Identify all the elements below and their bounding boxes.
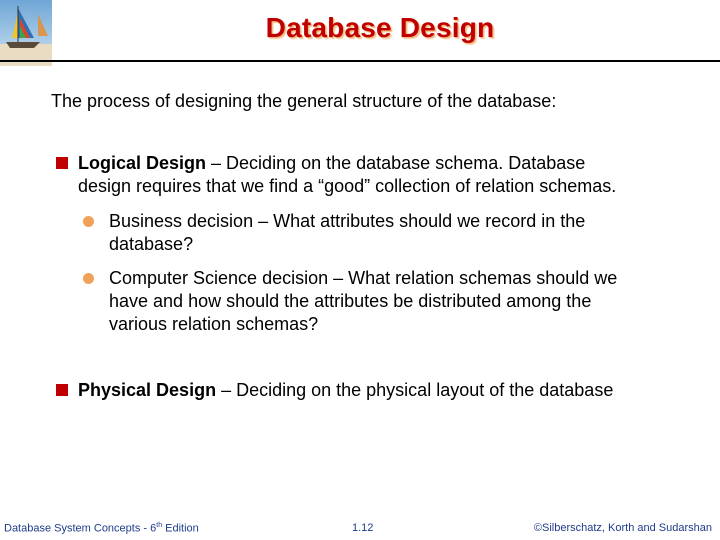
sub-bullet-business xyxy=(109,210,585,256)
intro-text: The process of designing the general structure of the database: xyxy=(51,91,557,111)
sub-bullet-text: Computer Science decision – What relation schemas should we xyxy=(109,268,618,288)
bullet-term: Logical Design xyxy=(78,153,207,173)
sub-bullet-computer-science xyxy=(109,267,617,336)
sub-bullet-text: various relation schemas? xyxy=(109,314,319,334)
title-container xyxy=(0,12,720,44)
footer-book-text: Database System Concepts - 6 xyxy=(4,522,157,535)
sub-bullet-text: have and how should the attributes be distributed among the xyxy=(109,291,592,311)
footer-page-number: 1.12 xyxy=(352,522,374,534)
sub-bullet-text: Business decision – What attributes should we record in the xyxy=(109,211,586,231)
round-bullet-icon xyxy=(83,273,94,284)
footer-edition-sup: th xyxy=(156,522,163,529)
square-bullet-icon xyxy=(56,384,68,396)
bullet-physical-design xyxy=(78,379,613,402)
bullet-logical-design xyxy=(78,152,616,198)
title-divider xyxy=(0,60,720,62)
bullet-text: – Deciding on the database schema. Database xyxy=(206,153,586,173)
bullet-term: Physical Design xyxy=(78,380,217,400)
sub-bullet-text: database? xyxy=(109,234,194,254)
bullet-text: – Deciding on the physical layout of the database xyxy=(216,380,614,400)
square-bullet-icon xyxy=(56,157,68,169)
bullet-text: design requires that we find a “good” collection of relation schemas. xyxy=(78,176,617,196)
slide-title: Database Design xyxy=(265,12,495,43)
footer-book-title xyxy=(4,522,199,535)
round-bullet-icon xyxy=(83,216,94,227)
footer-copyright: ©Silberschatz, Korth and Sudarshan xyxy=(533,522,712,534)
footer-edition-suffix: Edition xyxy=(162,522,199,535)
